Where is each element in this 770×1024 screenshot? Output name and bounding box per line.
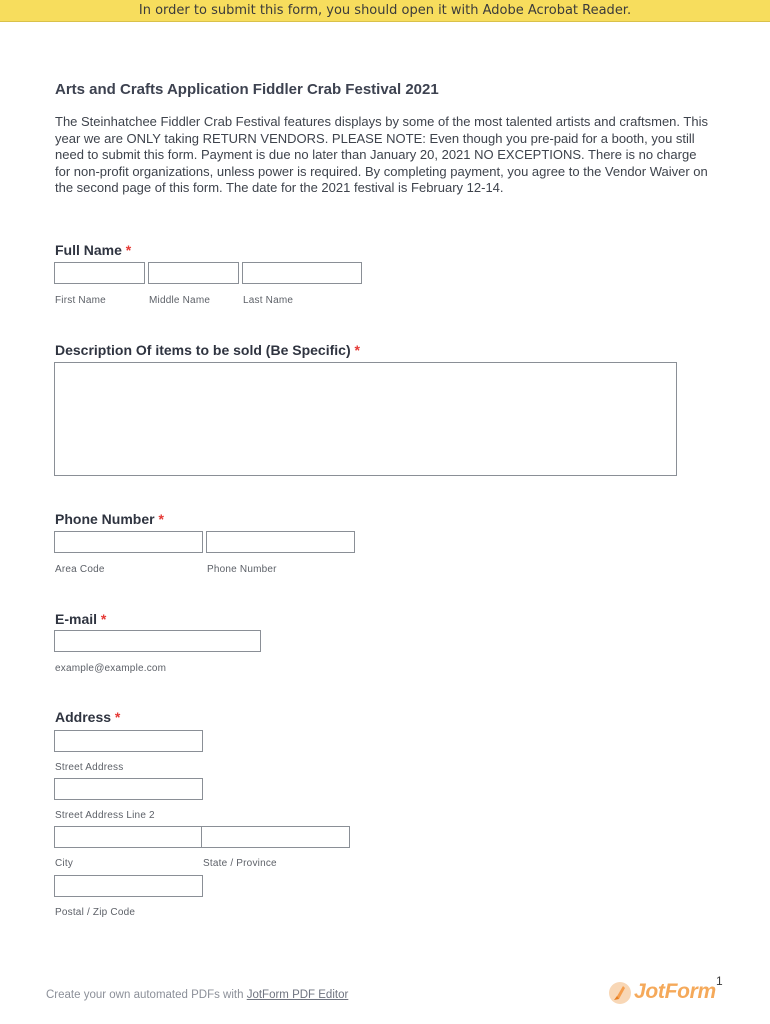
state-province-input[interactable] xyxy=(201,826,350,848)
city-input[interactable] xyxy=(54,826,203,848)
form-title: Arts and Crafts Application Fiddler Crab Festival 2021 xyxy=(55,81,439,98)
description-label-text: Description Of items to be sold (Be Specific) xyxy=(55,342,351,358)
description-textarea[interactable] xyxy=(54,362,677,476)
last-name-input[interactable] xyxy=(242,262,362,284)
email-label xyxy=(55,611,106,627)
full-name-label-text: Full Name xyxy=(55,242,122,258)
last-name-sublabel: Last Name xyxy=(243,295,294,306)
full-name-label xyxy=(55,242,131,258)
city-sublabel: City xyxy=(55,858,74,869)
adobe-reader-banner: In order to submit this form, you should open it with Adobe Acrobat Reader. xyxy=(0,0,770,22)
required-asterisk: * xyxy=(114,709,121,725)
footer-promo xyxy=(46,989,348,1001)
phone-number-sublabel: Phone Number xyxy=(207,564,277,575)
email-input[interactable] xyxy=(54,630,261,652)
form-intro: The Steinhatchee Fiddler Crab Festival features displays by some of the most talented artists and craftsmen. This year we are ONLY taking RETURN VENDORS. PLEASE NOTE: Even though you pre-paid for a booth, you still need to submit this form. Payment is due no later than January 20, 2021 NO EXCEPTIONS. There is no charge for non-profit organizations, unless power is required. By completing payment, you agree to the Vendor Waiver on the second page of this form. The date for the 2021 festival is February 12-14. xyxy=(55,114,708,195)
required-asterisk: * xyxy=(100,611,107,627)
phone-label-text: Phone Number xyxy=(55,511,155,527)
footer-prefix: Create your own automated PDFs with xyxy=(46,989,247,1001)
jotform-logo-text: JotForm xyxy=(634,980,716,1003)
area-code-sublabel: Area Code xyxy=(55,564,105,575)
area-code-input[interactable] xyxy=(54,531,203,553)
street-address-input[interactable] xyxy=(54,730,203,752)
jotform-mark-icon xyxy=(608,980,632,1006)
middle-name-input[interactable] xyxy=(148,262,239,284)
required-asterisk: * xyxy=(158,511,164,527)
street-address-sublabel: Street Address xyxy=(55,762,124,773)
email-hint: example@example.com xyxy=(55,663,167,674)
address-label-text: Address xyxy=(55,709,112,725)
phone-number-input[interactable] xyxy=(206,531,355,553)
state-province-sublabel: State / Province xyxy=(203,858,277,869)
email-label-text: E-mail xyxy=(55,611,98,627)
first-name-input[interactable] xyxy=(54,262,145,284)
jotform-pdf-editor-link[interactable]: JotForm PDF Editor xyxy=(246,989,349,1001)
required-asterisk: * xyxy=(354,342,360,358)
first-name-sublabel: First Name xyxy=(55,295,106,306)
jotform-logo xyxy=(608,980,728,1010)
required-asterisk: * xyxy=(125,242,132,258)
address-label xyxy=(55,709,120,725)
postal-code-input[interactable] xyxy=(54,875,203,897)
description-label xyxy=(55,342,360,358)
postal-code-sublabel: Postal / Zip Code xyxy=(55,907,136,918)
phone-label xyxy=(55,511,164,527)
middle-name-sublabel: Middle Name xyxy=(149,295,211,306)
street-address-line2-input[interactable] xyxy=(54,778,203,800)
street-address-line2-sublabel: Street Address Line 2 xyxy=(55,810,155,821)
page-number: 1 xyxy=(716,974,723,988)
